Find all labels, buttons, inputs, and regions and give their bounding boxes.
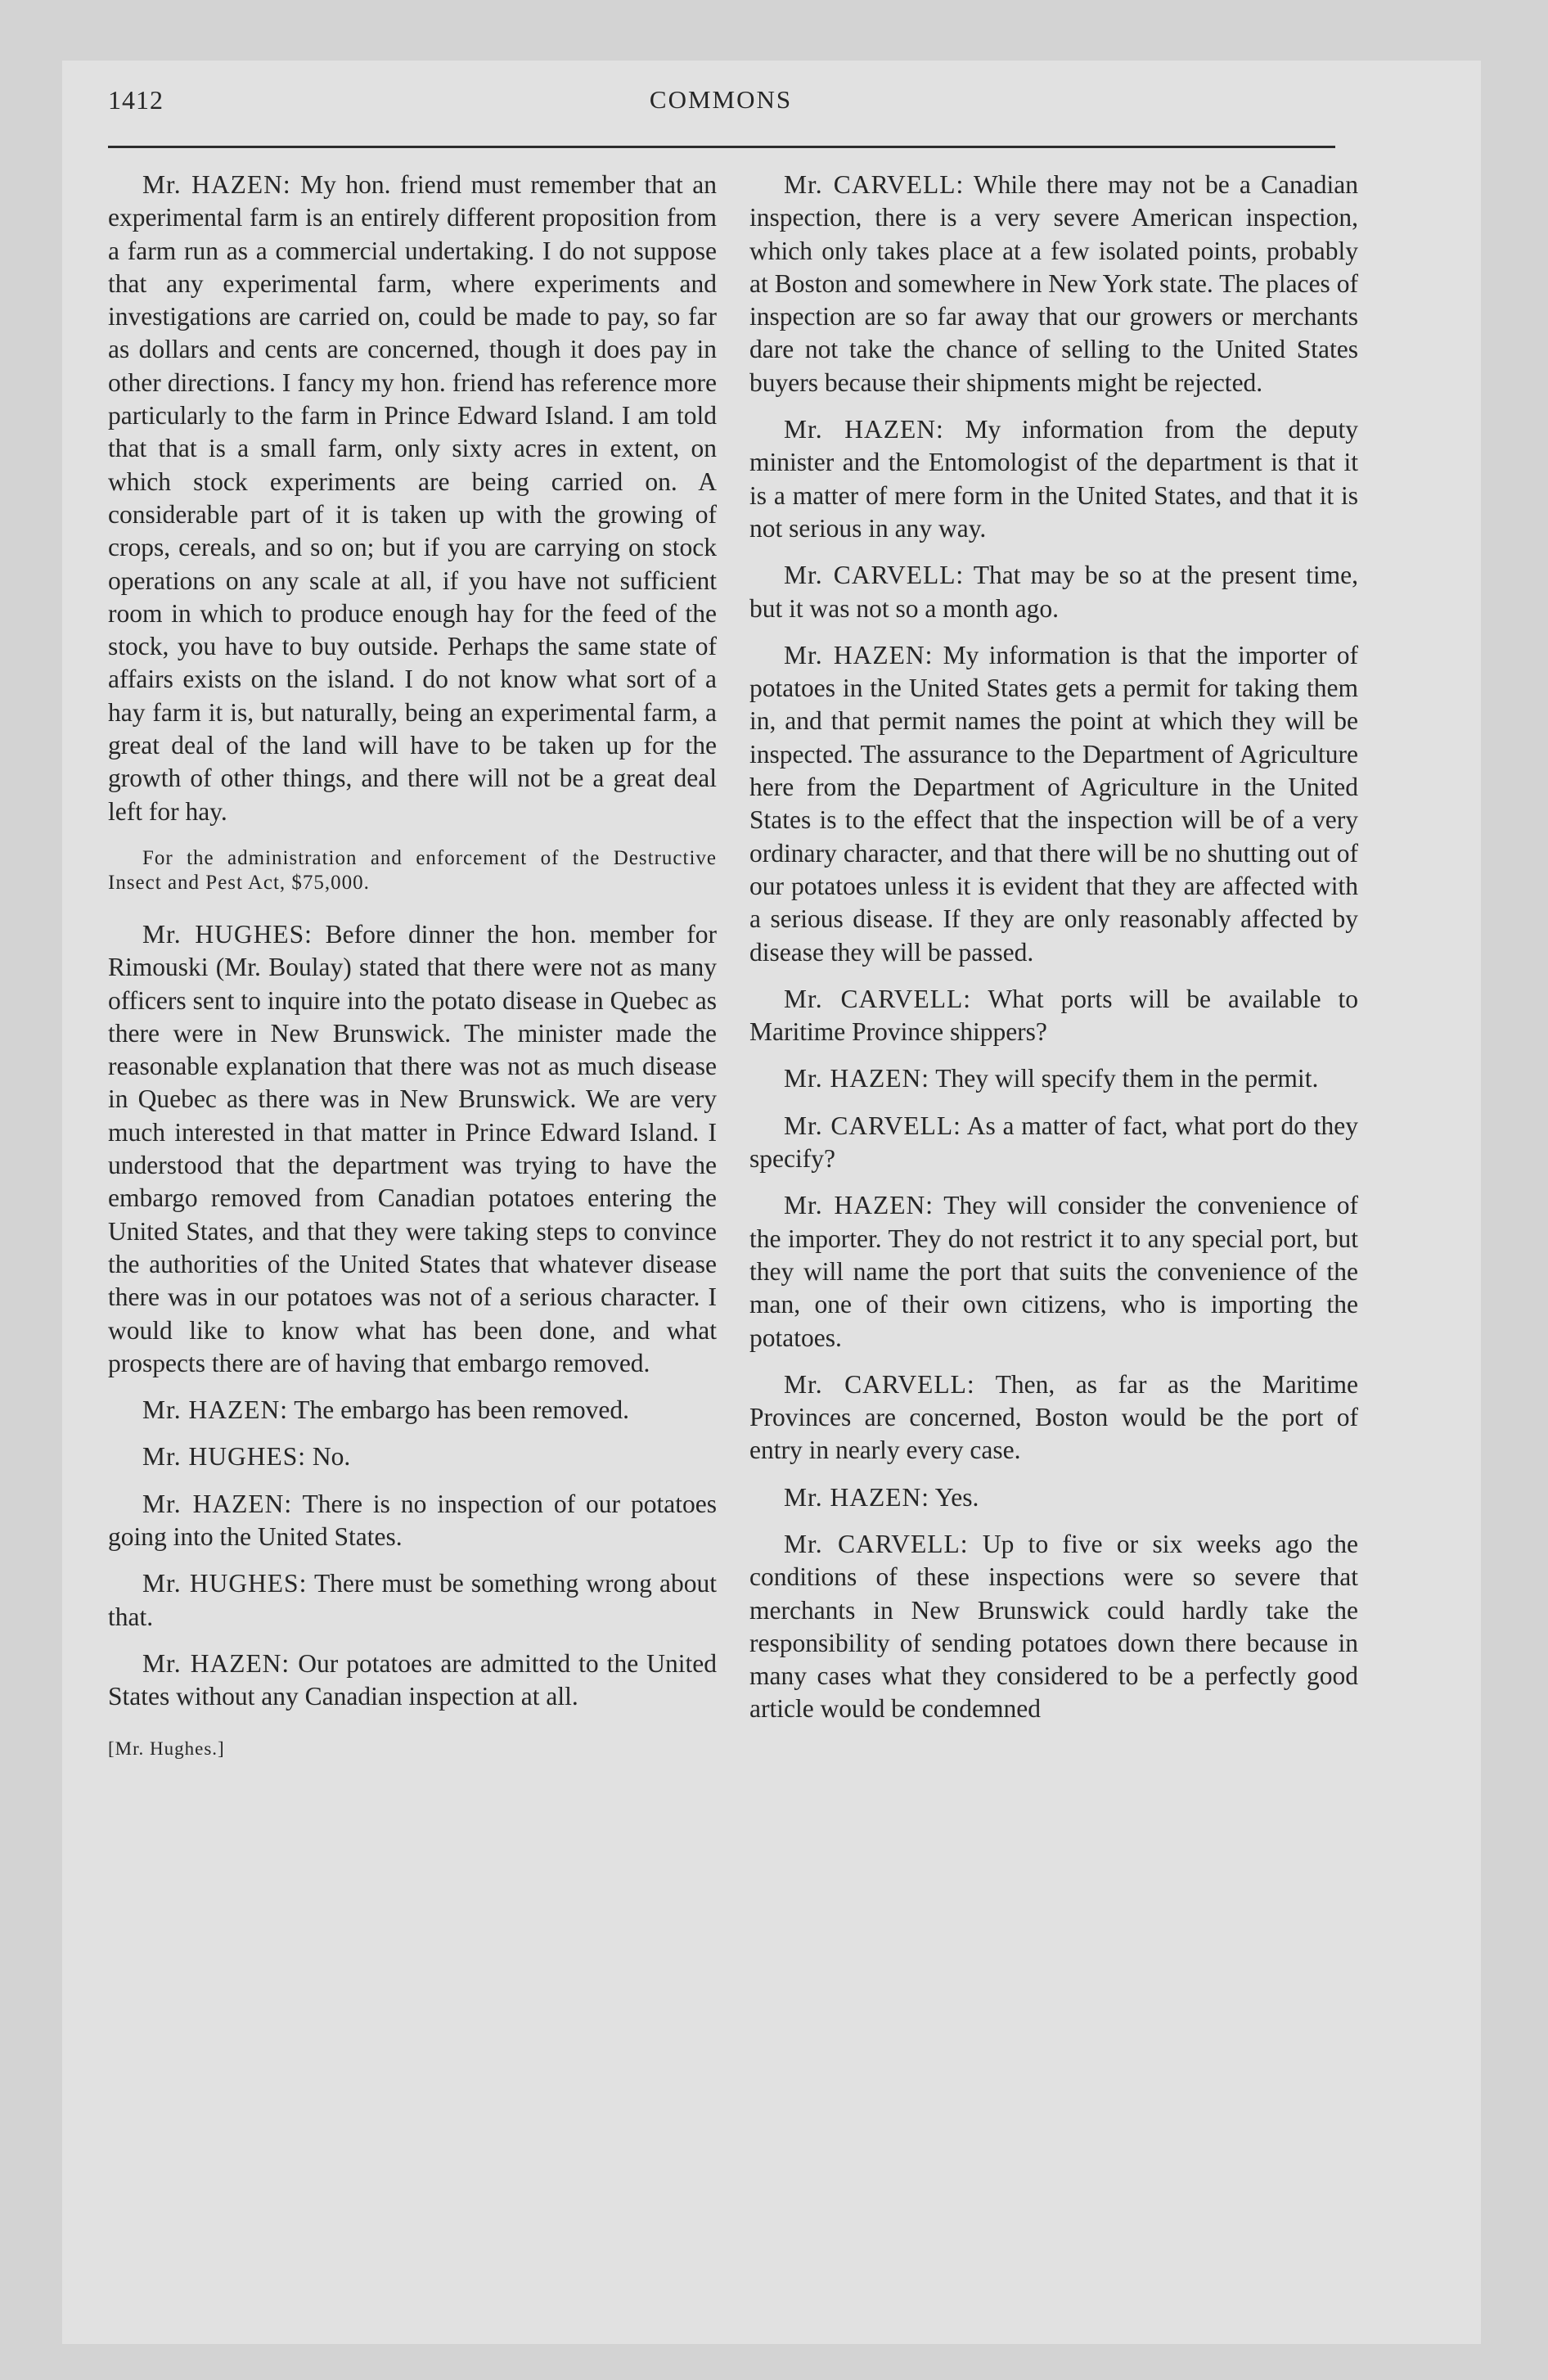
speech-text: No. [306, 1442, 351, 1472]
speaker-name: Mr. CARVELL: [784, 984, 972, 1013]
paragraph [749, 1368, 1358, 1467]
paragraph [108, 1567, 717, 1634]
paragraph [749, 169, 1358, 399]
speaker-name: Mr. HAZEN: [142, 1395, 288, 1425]
paragraph [749, 1528, 1358, 1726]
paragraph [749, 1481, 1358, 1514]
speech-text: The embargo has been removed. [288, 1395, 629, 1425]
speech-text: They will specify them in the permit. [929, 1064, 1319, 1093]
speech-text: They will consider the convenience of the importer. They do not restrict it to any special port, but they will name the port that suits the convenience of the man, one of their own citizens, who is importing the potatoes. [749, 1191, 1359, 1352]
right-column [749, 169, 1358, 1740]
paragraph [749, 413, 1358, 545]
left-column [108, 169, 717, 1766]
speaker-name: Mr. CARVELL: [784, 170, 965, 199]
speech-text: Then, as far as the Maritime Provinces are concerned, Boston would be the port of entry in nearly every case. [749, 1369, 1358, 1465]
speech-text: There is no inspection of our potatoes going into the United States. [108, 1489, 717, 1551]
speaker-name: Mr. CARVELL: [784, 1369, 975, 1399]
speaker-name: Mr. HUGHES: [142, 919, 313, 949]
paragraph [749, 559, 1358, 625]
paragraph [108, 169, 717, 828]
header-rule [108, 146, 1335, 148]
speaker-name: Mr. HAZEN: [784, 1064, 929, 1093]
speech-text: What ports will be available to Maritime Province shippers? [749, 984, 1359, 1047]
paragraph [749, 1189, 1358, 1354]
speech-text: My information is that the importer of potatoes in the United States gets a permit for taking them in, and that permit names the point at which they will be inspected. The assurance to the Department of Agriculture here from the Department of Agriculture in the United States is to the effect that the inspection will be of a very ordinary character, and that there will be no shutting out of our potatoes unless it is evident that they are affected with a serious disease. If they are only reasonably affected by disease they will be passed. [749, 640, 1358, 967]
speech-text: That may be so at the present time, but it was not so a month ago. [749, 561, 1358, 623]
speaker-name: Mr. HAZEN: [784, 640, 934, 669]
speaker-name: Mr. HAZEN: [142, 170, 291, 199]
speaker-name: Mr. HAZEN: [784, 415, 944, 444]
speech-text: My hon. friend must remember that an experimental farm is an entirely different proposition from a farm run as a commercial undertaking. I do not suppose that any experimental farm, where experiments and investigations are carried on, could be made to pay, so far as dollars and cents are concerned, though it does pay in other directions. I fancy my hon. friend has reference more particularly to the farm in Prince Edward Island. I am told that that is a small farm, only sixty acres in extent, on which stock experiments are being carried on. A considerable part of it is taken up with the growing of crops, cereals, and so on; but if you are carrying on stock operations on any scale at all, if you have not sufficient room in which to produce enough hay for the feed of the stock, you have to buy outside. Perhaps the same state of affairs exists on the island. I do not know what sort of a hay farm it is, but naturally, being an experimental farm, a great deal of the land will have to be taken up for the growth of other things, and there will not be a great deal left for hay. [108, 170, 717, 826]
paragraph [108, 1394, 717, 1427]
speech-text: There must be something wrong about that. [108, 1569, 717, 1631]
paragraph [749, 1110, 1358, 1176]
paragraph [108, 1648, 717, 1714]
speech-text: My information from the deputy minister and the Entomologist of the department is that it is a matter of mere form in the United States, and that it is not serious in any way. [749, 415, 1358, 543]
speech-text: While there may not be a Canadian inspection, there is a very severe American inspection, which only takes place at a few isolated points, probably at Boston and somewhere in New York state. The places of inspection are so far away that our growers or merchants dare not take the chance of selling to the United States buyers because their shipments might be rejected. [749, 170, 1358, 397]
speaker-name: Mr. HAZEN: [142, 1489, 293, 1518]
footer-reference: [Mr. Hughes.] [108, 1738, 225, 1760]
speech-text: As a matter of fact, what port do they specify? [749, 1111, 1359, 1174]
speaker-name: Mr. HAZEN: [142, 1648, 290, 1678]
paragraph [749, 639, 1358, 969]
paragraph [108, 1440, 717, 1473]
paragraph [108, 918, 717, 1380]
speaker-name: Mr. CARVELL: [784, 1111, 961, 1140]
page-header [108, 85, 1334, 134]
speech-text: Up to five or six weeks ago the conditions of these inspections were so severe that merchants in New Brunswick could hardly take the responsibility of sending potatoes down there because in many cases what they considered to be a perfectly good article would be condemned [749, 1529, 1358, 1724]
speech-text: Yes. [929, 1482, 979, 1512]
estimate-item: For the administration and enforcement of the Destructive Insect and Pest Act, $75,000. [108, 846, 717, 894]
speech-text: Our potatoes are admitted to the United States without any Canadian inspection at all. [108, 1648, 717, 1711]
speaker-name: Mr. CARVELL: [784, 1529, 969, 1558]
speaker-name: Mr. HAZEN: [784, 1191, 934, 1220]
speaker-name: Mr. HUGHES: [142, 1442, 307, 1472]
speech-text: Before dinner the hon. member for Rimouski (Mr. Boulay) stated that there were not as many officers sent to inquire into the potato disease in Quebec as there were in New Brunswick. The minister made the reasonable explanation that there was not as much disease in Quebec as there was in New Brunswick. We are very much interested in that matter in Prince Edward Island. I understood that the department was trying to have the embargo removed from Canadian potatoes entering the United States, and that they were taking steps to convince the authorities of the United States that whatever disease there was in our potatoes was not of a serious character. I would like to know what has been done, and what prospects there are of having that embargo removed. [108, 919, 717, 1377]
speaker-name: Mr. CARVELL: [784, 561, 965, 590]
paragraph [749, 1062, 1358, 1095]
paragraph [108, 1488, 717, 1554]
speaker-name: Mr. HAZEN: [784, 1482, 929, 1512]
page-number: 1412 [108, 85, 164, 115]
paragraph [749, 983, 1358, 1049]
running-head: COMMONS [649, 85, 793, 114]
speaker-name: Mr. HUGHES: [142, 1569, 308, 1598]
